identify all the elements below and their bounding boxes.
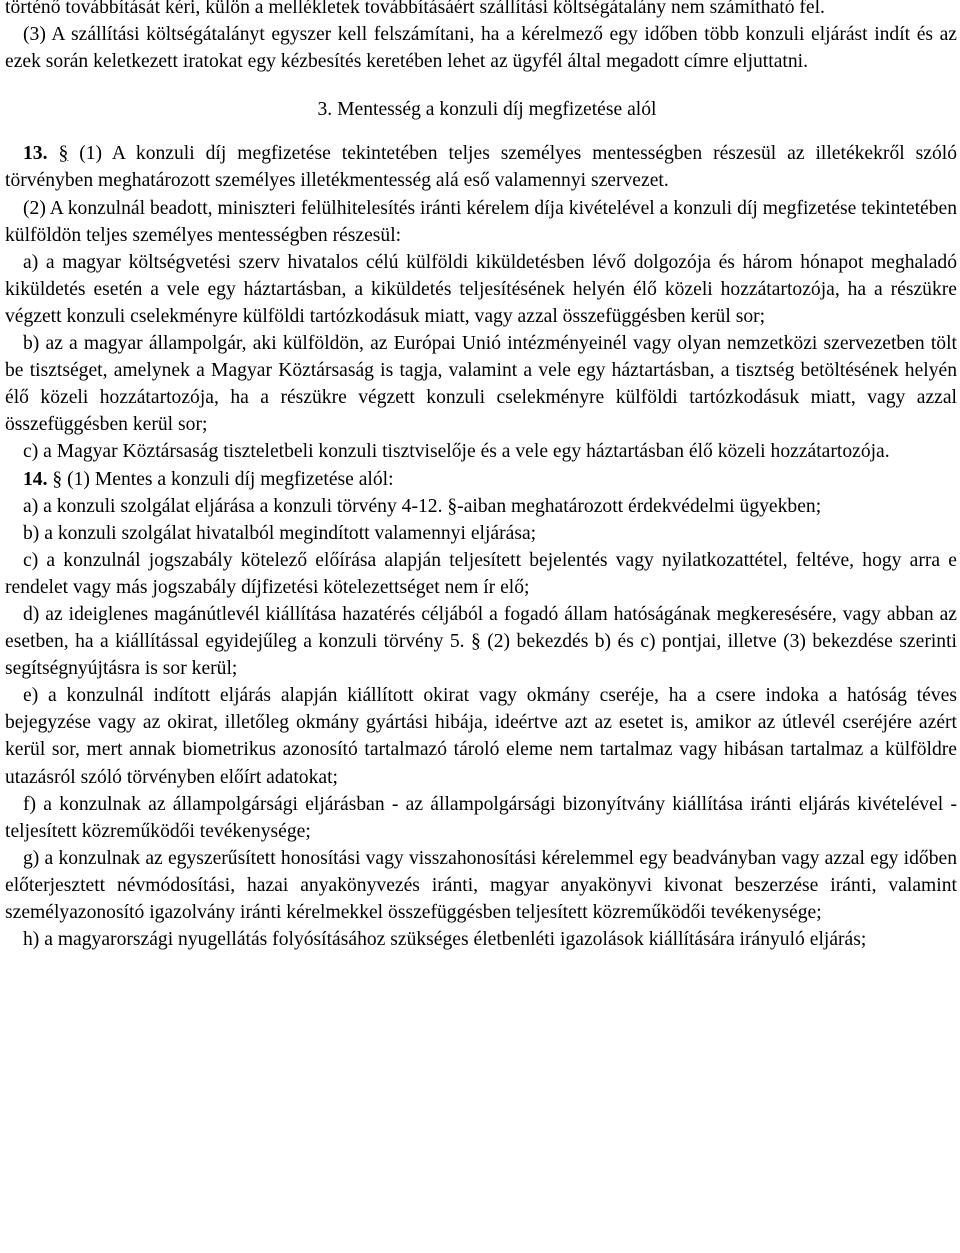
article-14-point-h: h) a magyarországi nyugellátás folyósításához szükséges életbenléti igazolások kiállítására irányuló eljárás; [23,929,867,951]
intro-paragraph: történő továbbítását kéri, külön a mellékletek továbbításáért szállítási költségátalány nem számítható fel. [5,0,825,18]
section-heading: 3. Mentesség a konzuli díj megfizetése alól [317,99,657,121]
article-14-point-b: b) a konzuli szolgálat hivatalból megindított valamennyi eljárása; [23,522,537,544]
article-13-p1-text: (1) A konzuli díj megfizetése tekintetében teljes személyes mentességben részesül az illetékekről szóló törvényben meghatározott személyes illetékmentesség alá eső valamennyi szervezet. [5,143,957,192]
article-14-number: 14. [23,468,48,490]
article-14-point-d-text: d) az ideiglenes magánútlevél kiállítása hazatérés céljából a fogadó állam hatóságának megkeresésére, vagy abban az esetben, ha a kiállítással egyidejűleg a konzuli törvény 5. [5,603,957,653]
article-14-point-a [5,493,957,520]
article-14-paragraph-1 [5,466,957,493]
paragraph-3: (3) A szállítási költségátalányt egyszer kell felszámítani, ha a kérelmező egy időben több konzuli eljárást indít és az ezek során keletkezett iratokat egy kézbesítés keretében lehet az ügyfél által megadott címre eljuttatni. [5,24,957,73]
article-14-point-g: g) a konzulnak az egyszerűsített honosítási vagy visszahonosítási kérelemmel egy beadványban vagy azzal egy időben előterjesztett névmódosítási, hazai anyakönyvezés iránti, magyar anyakönyvi kivonat beszerzése iránti, valamint személyazonosító igazolvány iránti kérelmekkel összefüggésben teljesített közreműködői tevékenysége; [5,847,957,923]
document-page [5,0,957,953]
article-14-point-c: c) a konzulnál jogszabály kötelező előírása alapján teljesített bejelentés vagy nyilatkozattétel, feltéve, hogy arra e rendelet vagy más jogszabály díjfizetési kötelezettséget nem ír elő; [5,549,957,598]
article-14-p1-text: (1) Mentes a konzuli díj megfizetése alól: [62,468,394,490]
article-13-point-b: b) az a magyar állampolgár, aki külföldön, az Európai Unió intézményeinél vagy olyan nemzetközi szervezetben tölt be tisztséget, amelynek a Magyar Köztársaság is tagja, valamint a vele egy háztartásban, a tisztség betöltésének helyén élő közeli hozzátartozója, ha a részükre végzett konzuli cselekményre külföldi tartózkodásuk miatt, vagy azzal összefüggésben kerül sor; [5,333,957,436]
article-14-point-a-rest: -aiban meghatározott érdekvédelmi ügyekben; [457,495,822,517]
article-14-point-d-rest: (2) bekezdés b) és c) pontjai, illetve (3) bekezdése szerinti segítségnyújtásra is sor kerül; [5,631,957,680]
article-13-paragraph-1 [5,140,957,194]
article-13-paragraph-2: (2) A konzulnál beadott, miniszteri felülhitelesítés iránti kérelem díja kivételével a konzuli díj megfizetése tekintetében külföldön teljes személyes mentességben részesül: [5,197,957,246]
article-14-point-a-text: a) a konzuli szolgálat eljárása a konzuli törvény 4-12. [23,495,448,517]
article-14-point-f: f) a konzulnak az állampolgársági eljárásban - az állampolgársági bizonyítvány kiállítása iránti eljárás kivételével - teljesített közreműködői tevékenysége; [5,793,957,842]
article-13-number: 13. [23,143,48,165]
article-13-point-a: a) a magyar költségvetési szerv hivatalos célú külföldi kiküldetésben lévő dolgozója és három hónapot meghaladó kiküldetés esetén a vele egy háztartásban, a kiküldetés teljesítésének helyén élő közeli hozzátartozója, ha a részükre végzett konzuli cselekményre külföldi tartózkodásuk miatt, vagy azzal összefüggésben kerül sor; [5,251,957,327]
article-13-point-c: c) a Magyar Köztársaság tiszteletbeli konzuli tisztviselője és a vele egy háztartásban élő közeli hozzátartozója. [23,441,890,463]
section-symbol-link[interactable]: § [471,631,481,653]
article-14-point-d [5,601,957,682]
section-symbol-link[interactable]: § [58,143,69,165]
article-14-point-e: e) a konzulnál indított eljárás alapján kiállított okirat vagy okmány cseréje, ha a csere indoka a hatóság téves bejegyzése vagy az okirat, illetőleg okmány gyártási hibája, ideértve azt az esetet is, amikor az útlevél cseréjére azért kerül sor, mert annak biometrikus azonosító tartalmazó tároló eleme nem tartalmaz vagy hibásan tartalmaz a külföldre utazásról szóló törvényben előírt adatokat; [5,685,957,788]
section-symbol-link[interactable]: § [52,468,63,490]
section-symbol-link[interactable]: § [447,495,458,517]
